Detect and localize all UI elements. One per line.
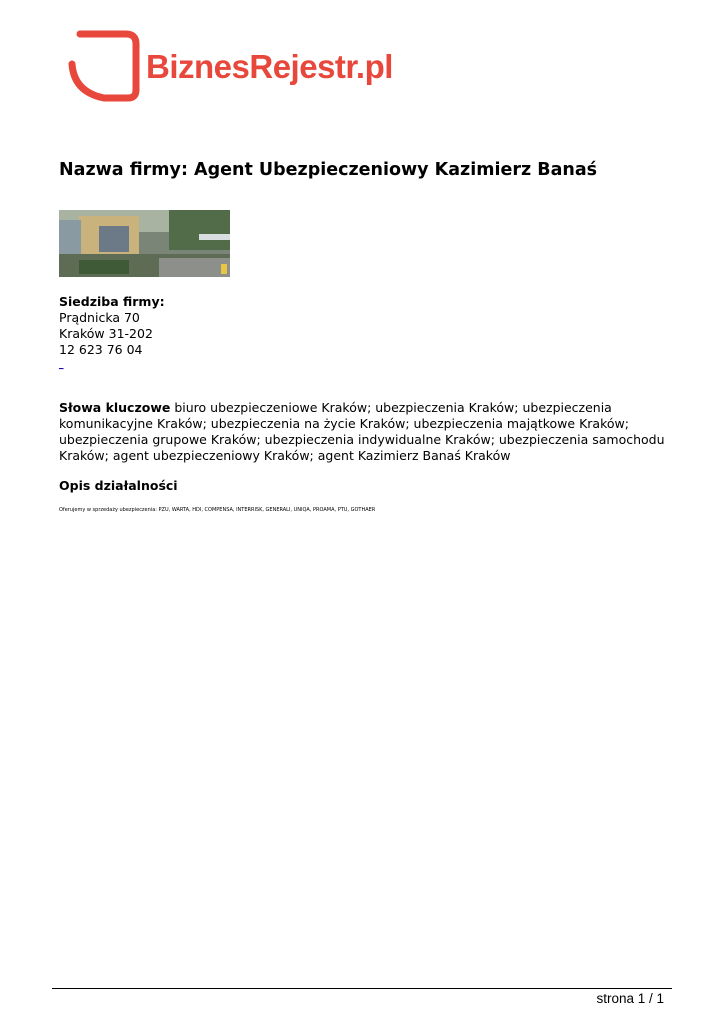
company-link[interactable]: _ xyxy=(59,360,64,370)
address-city: Kraków 31-202 xyxy=(59,326,153,341)
biznesrejestr-logo[interactable] xyxy=(66,30,393,102)
phone-number: 12 623 76 04 xyxy=(59,342,143,357)
description-heading: Opis działalności xyxy=(59,478,178,493)
page-title: Nazwa firmy: Agent Ubezpieczeniowy Kazimierz Banaś xyxy=(59,160,598,180)
keywords-label: Słowa kluczowe xyxy=(59,400,171,415)
keywords-block xyxy=(59,400,669,464)
description-text: Oferujemy w sprzedaży ubezpieczenia: PZU, WARTA, HDI, COMPENSA, INTERRISK, GENERALI, UNIQA, PROAMA, PTU, GOTHAER xyxy=(59,507,376,513)
headquarters-block xyxy=(59,294,165,358)
logo-icon xyxy=(66,30,142,102)
headquarters-label: Siedziba firmy: xyxy=(59,294,165,309)
logo-text: BiznesRejestr.pl xyxy=(146,48,393,85)
footer-divider xyxy=(52,988,672,989)
page-number: strona 1 / 1 xyxy=(596,991,664,1006)
address-street: Prądnicka 70 xyxy=(59,310,140,325)
keywords-text: biuro ubezpieczeniowe Kraków; ubezpieczenia Kraków; ubezpieczenia komunikacyjne Kraków; ubezpieczenia na życie Kraków; ubezpieczenia majątkowe Kraków; ubezpieczenia grupowe Kraków; ubezpieczenia indywidualne Kraków; ubezpieczenia samochodu Kraków; agent ubezpieczeniowy Kraków; agent Kazimierz Banaś Kraków xyxy=(59,400,665,463)
company-photo xyxy=(59,210,230,277)
